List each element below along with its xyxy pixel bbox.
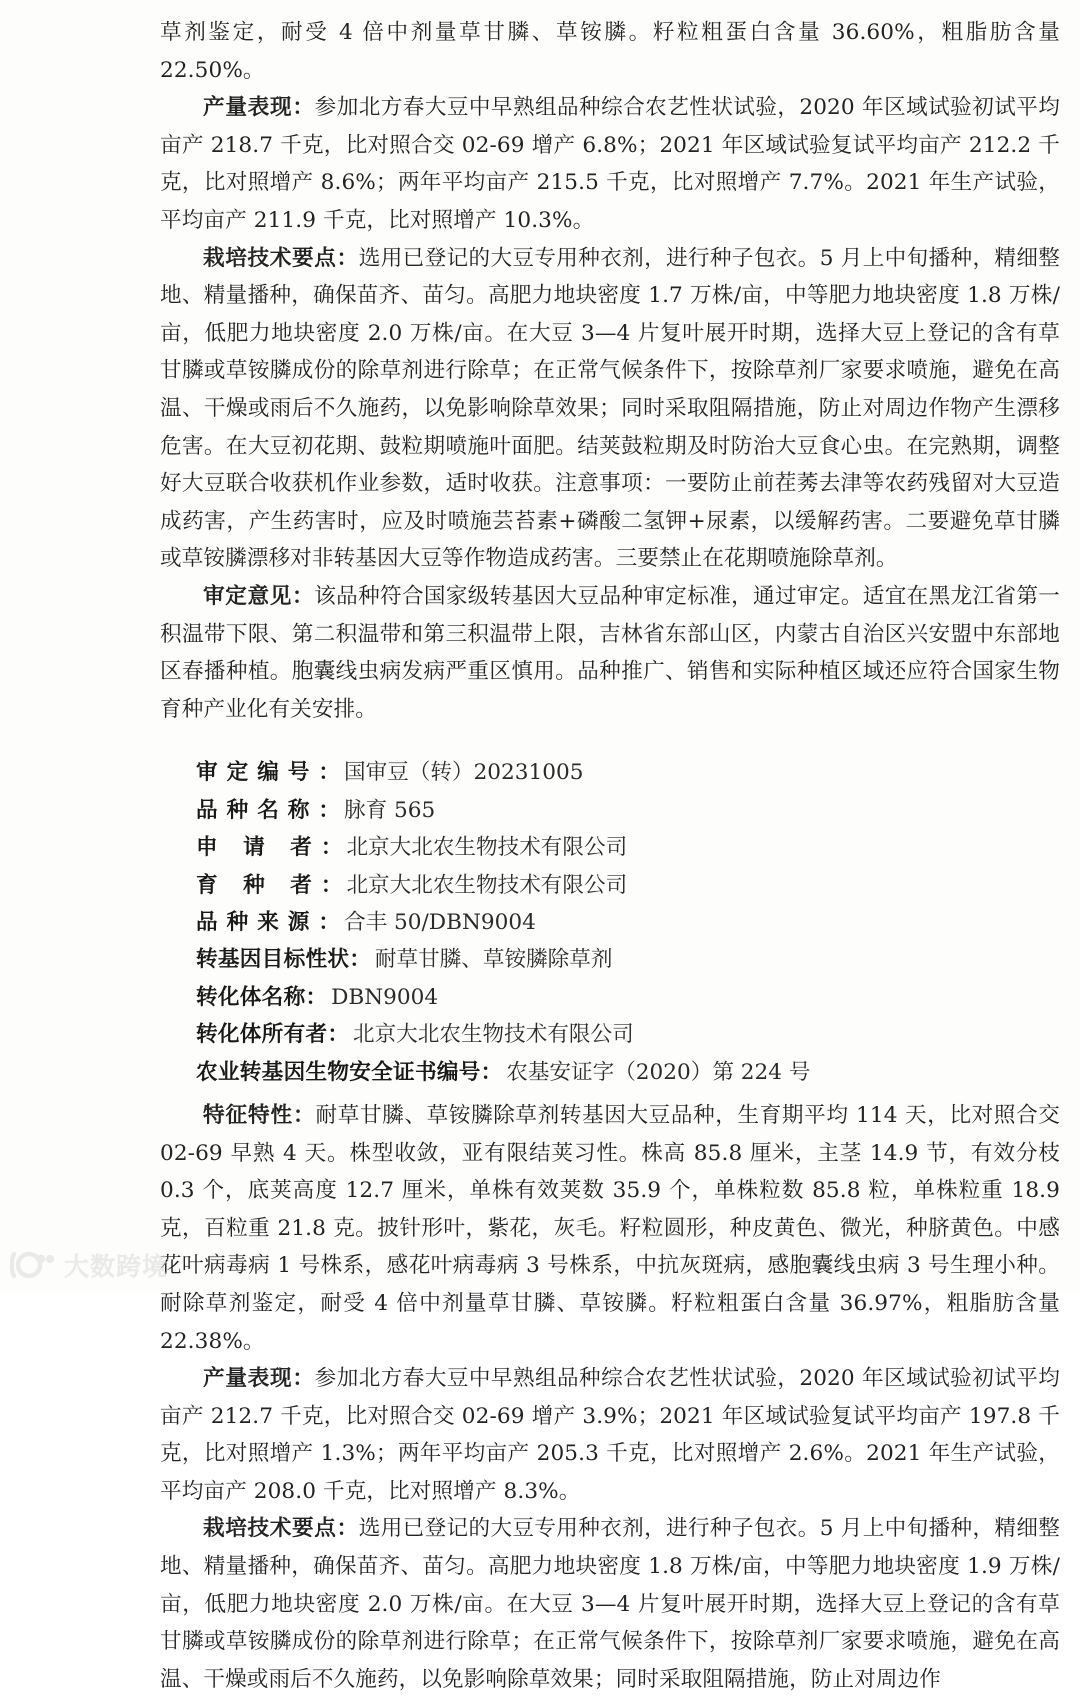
field-value-variety-name: 脉育 565: [344, 797, 436, 823]
yield-performance-label-2: 产量表现：: [203, 1366, 315, 1392]
cultivation-paragraph-1: [160, 240, 1060, 578]
field-colon: ：: [318, 909, 340, 935]
yield-performance-paragraph-2: [160, 1360, 1060, 1510]
watermark-logo-icon: [10, 1250, 56, 1280]
field-colon: ：: [320, 872, 343, 898]
field-row-variety-name: [196, 792, 1060, 829]
field-label-target-trait: 转基因目标性状: [196, 947, 350, 973]
field-value-transformation-event-name: DBN9004: [331, 984, 439, 1010]
field-colon: ：: [305, 984, 328, 1010]
cultivation-text-1: 选用已登记的大豆专用种衣剂，进行种子包衣。5 月上中旬播种，精细整地、精量播种，确保苗齐、苗匀。高肥力地块密度 1.7 万株/亩，中等肥力地块密度 1.8 万株/亩，低肥力地块密度 2.0 万株/亩。在大豆 3—4 片复叶展开时期，选择大豆上登记的含有草甘膦或草铵膦成份的除草剂进行除草；在正常气候条件下，按除草剂厂家要求喷施，避免在高温、干燥或雨后不久施药，以免影响除草效果；同时采取阻隔措施，防止对周边作物产生漂移危害。在大豆初花期、鼓粒期喷施叶面肥。结荚鼓粒期及时防治大豆食心虫。在完熟期，调整好大豆联合收获机作业参数，适时收获。注意事项：一要防止前茬莠去津等农药残留对大豆造成药害，产生药害时，应及时喷施芸苔素+磷酸二氢钾+尿素，以缓解药害。二要避免草甘膦或草铵膦漂移对非转基因大豆等作物造成药害。三要禁止在花期喷施除草剂。: [160, 245, 1060, 572]
field-row-approval-number: [196, 754, 1060, 791]
field-value-target-trait: 耐草甘膦、草铵膦除草剂: [374, 947, 613, 973]
cultivation-paragraph-2: [160, 1510, 1060, 1698]
field-label-variety-source: 品种来源: [196, 909, 319, 935]
field-row-breeder: [196, 867, 1060, 904]
field-value-applicant: 北京大北农生物技术有限公司: [346, 835, 628, 861]
field-value-biosafety-certificate-number: 农基安证字（2020）第 224 号: [506, 1059, 811, 1085]
yield-performance-paragraph-1: [160, 89, 1060, 239]
variety-field-list: [160, 754, 1060, 1091]
field-row-transformation-event-owner: [196, 1016, 1060, 1053]
review-opinion-label-1: 审定意见：: [203, 583, 315, 609]
field-label-approval-number: 审定编号: [196, 760, 319, 786]
field-label-biosafety-certificate-number: 农业转基因生物安全证书编号: [196, 1059, 481, 1085]
characteristics-text-2: 耐草甘膦、草铵膦除草剂转基因大豆品种，生育期平均 114 天，比对照合交 02-69 早熟 4 天。株型收敛，亚有限结荚习性。株高 85.8 厘米，主茎 14.9 节，有效分枝 0.3 个，底荚高度 12.7 厘米，单株有效荚数 35.9 个，单株粒数 85.8 粒，单株粒重 18.9 克，百粒重 21.8 克。披针形叶，紫花，灰毛。籽粒圆形，种皮黄色、微光，种脐黄色。中感花叶病毒病 1 号株系，感花叶病毒病 3 号株系，中抗灰斑病，感胞囊线虫病 3 号生理小种。耐除草剂鉴定，耐受 4 倍中剂量草甘膦、草铵膦。籽粒粗蛋白含量 36.97%，粗脂肪含量 22.38%。: [160, 1102, 1060, 1354]
field-row-biosafety-certificate-number: [196, 1054, 1060, 1091]
yield-performance-text-2: 参加北方春大豆中早熟组品种综合农艺性状试验，2020 年区域试验初试平均亩产 212.7 千克，比对照合交 02-69 增产 3.9%；2021 年区域试验复试平均亩产 197.8 千克，比对照增产 1.3%；两年平均亩产 205.3 千克，比对照增产 2.6%。2021 年生产试验，平均亩产 208.0 千克，比对照增产 8.3%。: [160, 1366, 1060, 1504]
field-label-transformation-event-name: 转化体名称: [196, 984, 306, 1010]
cultivation-text-2: 选用已登记的大豆专用种衣剂，进行种子包衣。5 月上中旬播种，精细整地、精量播种，确保苗齐、苗匀。高肥力地块密度 1.8 万株/亩，中等肥力地块密度 1.9 万株/亩，低肥力地块密度 2.0 万株/亩。在大豆 3—4 片复叶展开时期，选择大豆上登记的含有草甘膦或草铵膦成份的除草剂进行除草；在正常气候条件下，按除草剂厂家要求喷施，避免在高温、干燥或雨后不久施药，以免影响除草效果；同时采取阻隔措施，防止对周边作: [160, 1516, 1060, 1692]
field-colon: ：: [318, 760, 340, 786]
cultivation-label-1: 栽培技术要点：: [203, 245, 359, 271]
review-opinion-paragraph-1: [160, 578, 1060, 728]
review-opinion-text-1: 该品种符合国家级转基因大豆品种审定标准，通过审定。适宜在黑龙江省第一积温带下限、第二积温带和第三积温带上限，吉林省东部山区，内蒙古自治区兴安盟中东部地区春播种植。胞囊线虫病发病严重区慎用。品种推广、销售和实际种植区域还应符合国家生物育种产业化有关安排。: [160, 583, 1060, 722]
field-label-breeder: 育 种 者: [196, 872, 321, 898]
field-colon: ：: [480, 1059, 503, 1085]
field-label-variety-name: 品种名称: [196, 797, 319, 823]
watermark: [10, 1247, 168, 1283]
watermark-label: 大数跨境: [64, 1252, 169, 1281]
field-colon: ：: [320, 835, 343, 861]
page-content: [160, 14, 1060, 1698]
field-value-breeder: 北京大北农生物技术有限公司: [346, 872, 628, 898]
field-label-applicant: 申 请 者: [196, 835, 321, 861]
field-row-target-trait: [196, 941, 1060, 978]
characteristics-paragraph-2: [160, 1097, 1060, 1360]
previous-variety-tail-paragraph: 草剂鉴定，耐受 4 倍中剂量草甘膦、草铵膦。籽粒粗蛋白含量 36.60%，粗脂肪含量 22.50%。: [160, 20, 1060, 83]
field-row-variety-source: [196, 904, 1060, 941]
field-value-approval-number: 国审豆（转）20231005: [344, 760, 584, 786]
cultivation-label-2: 栽培技术要点：: [203, 1516, 359, 1542]
field-colon: ：: [349, 947, 371, 973]
characteristics-label-2: 特征特性：: [203, 1102, 316, 1128]
field-colon: ：: [318, 797, 340, 823]
field-value-variety-source: 合丰 50/DBN9004: [344, 909, 536, 935]
yield-performance-text-1: 参加北方春大豆中早熟组品种综合农艺性状试验，2020 年区域试验初试平均亩产 218.7 千克，比对照合交 02-69 增产 6.8%；2021 年区域试验复试平均亩产 212.2 千克，比对照增产 8.6%；两年平均亩产 215.5 千克，比对照增产 7.7%。2021 年生产试验，平均亩产 211.9 千克，比对照增产 10.3%。: [160, 95, 1060, 233]
field-label-transformation-event-owner: 转化体所有者: [196, 1022, 328, 1048]
field-row-applicant: [196, 829, 1060, 866]
field-value-transformation-event-owner: 北京大北农生物技术有限公司: [352, 1022, 634, 1048]
yield-performance-label-1: 产量表现：: [203, 95, 315, 121]
field-row-transformation-event-name: [196, 979, 1060, 1016]
field-colon: ：: [327, 1022, 349, 1048]
